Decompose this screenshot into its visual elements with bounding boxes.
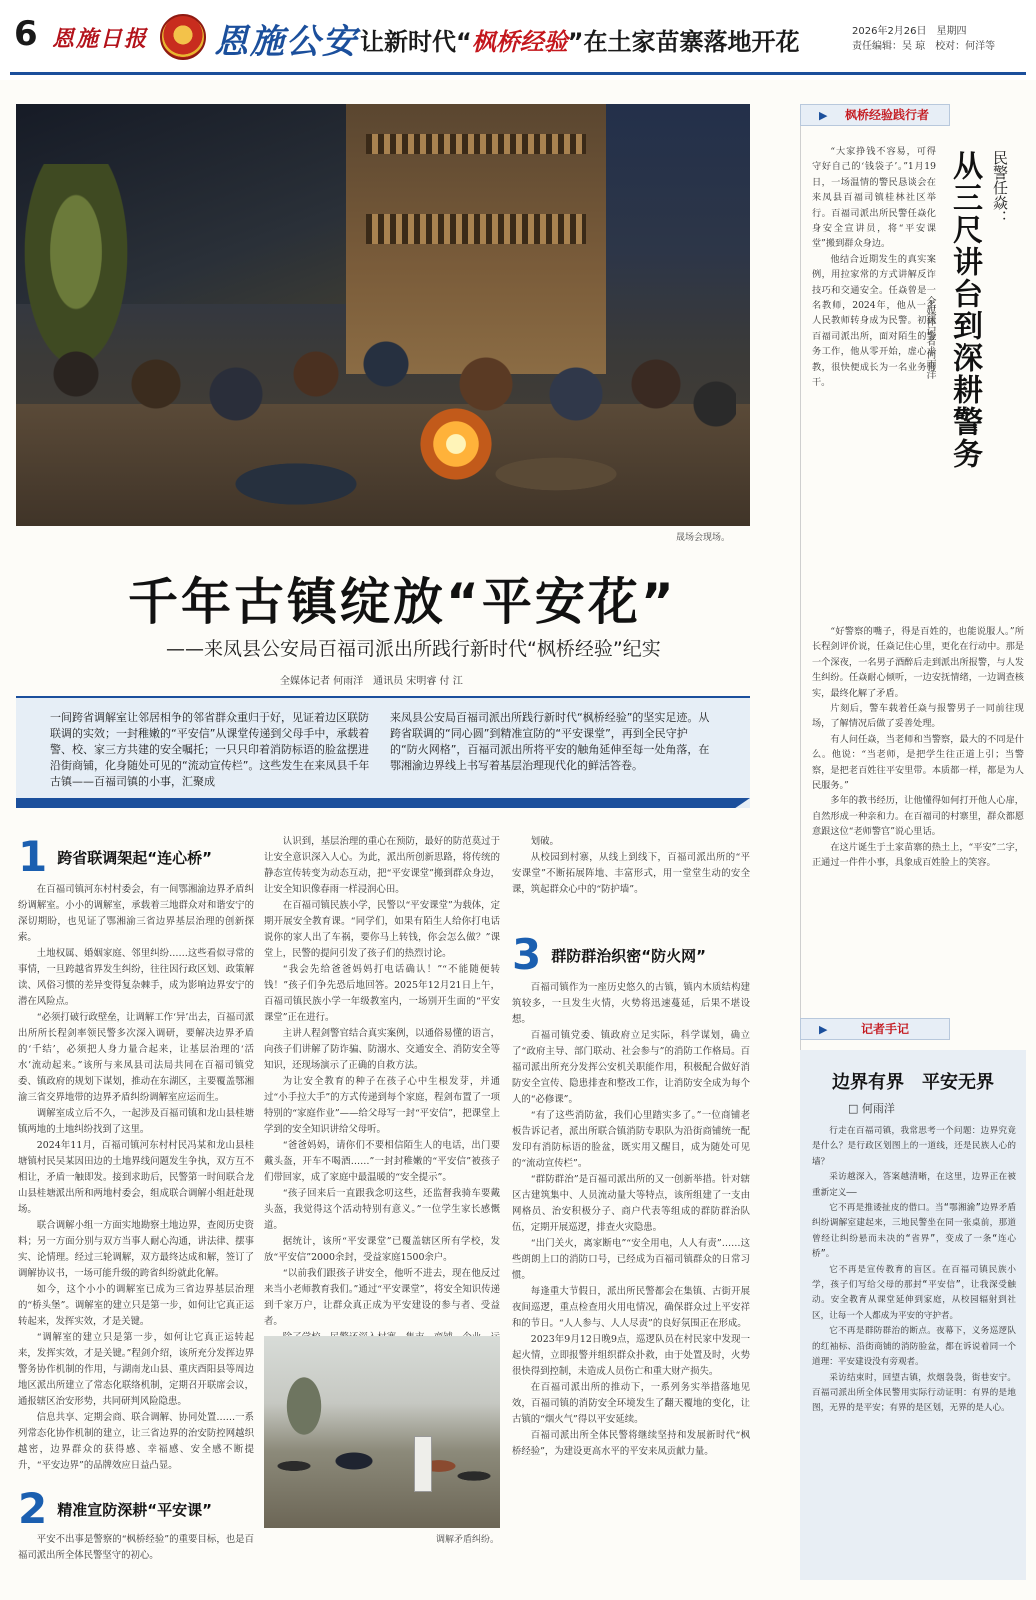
paragraph: “以前我们跟孩子讲安全，他听不进去，现在他反过来当小老师教育我们。”通过“平安课堂”，将安全知识传递到千家万户，让群众真正成为平安建设的参与者、受益者。 <box>264 1268 500 1327</box>
photo-bonfire <box>406 404 506 484</box>
paragraph: 它不再是推诿扯皮的借口。当“鄂湘渝”边界矛盾纠纷调解室建起来，三地民警坐在同一张桌前，那道曾经让纠纷悬而未决的“省界”，变成了一条“连心桥”。 <box>812 1203 1016 1260</box>
paragraph: 百福司派出所全体民警将继续坚持和发展新时代“枫桥经验”，为建设更高水平的平安来凤贡献力量。 <box>512 1430 750 1457</box>
paragraph: 认识到，基层治理的重心在预防，最好的防范莫过于让安全意识深入人心。为此，派出所创新思路，将传统的静态宣传转变为动态互动，把“平安课堂”搬到群众身边，让安全知识像春雨一样浸润心田。 <box>264 836 500 895</box>
small-photo-boundary-stone <box>414 1436 432 1492</box>
main-photo-bonfire-meeting <box>16 104 750 526</box>
paragraph: “群防群治”是百福司派出所的又一创新举措。针对辖区古建筑集中、人员流动量大等特点，该所组建了一支由网格员、治安积极分子、商户代表等组成的群防群治队伍，定期开展巡逻，排查火灾隐患。 <box>512 1174 750 1233</box>
photo-villagers-circle <box>36 334 736 514</box>
paragraph: 多年的教书经历，让他懂得如何打开他人心扉，自然形成一种亲和力。在百福司的村寨里，群众都愿意跟这位“老师警官”说心里话。 <box>812 795 1024 838</box>
banner-suffix: ”在土家苗寨落地开花 <box>567 28 800 56</box>
paragraph: 采访结束时，回望古镇，炊烟袅袅，街巷安宁。百福司派出所全体民警用实际行动证明：有界的是地图，无界的是平安；有界的是区划，无界的是人心。 <box>812 1372 1016 1414</box>
column-1 <box>18 882 254 1474</box>
paper-name: 恩施日报 <box>52 26 149 52</box>
article-subheadline: ——来凤县公安局百福司派出所践行新时代“枫桥经验”纪实 <box>166 638 661 660</box>
paragraph: 在这片诞生于土家苗寨的热土上，“平安”二字，正通过一件件小事，具象成百姓脸上的笑容。 <box>812 841 1024 869</box>
sidebar-body-wide <box>812 624 1024 1002</box>
article-headline: 千年古镇绽放“平安花” <box>128 573 677 631</box>
paragraph: “我会先给爸爸妈妈打电话确认！”“不能随便转钱！”孩子们争先恐后地回答。2025年12月21日上午，百福司镇民族小学一年级教室内，一场别开生面的“平安课堂”正在进行。 <box>264 964 500 1023</box>
paragraph: 土地权属、婚姻家庭、邻里纠纷……这些看似寻常的事情，一旦跨越省界发生纠纷，往往因行政区划、政策解读、风俗习惯的差异变得复杂棘手，成为影响边界安宁的潜在风险点。 <box>18 948 254 1007</box>
paragraph: 主讲人程剑警官结合真实案例，以通俗易懂的语言，向孩子们讲解了防诈骗、防溺水、交通安全、消防安全等知识，还现场演示了正确的自救方法。 <box>264 1028 500 1071</box>
paragraph: “好警察的嘴子，得是百姓的，也能说服人。”所长程剑评价说，任焱记住心里，更化在行动中。那是一个深夜，一名男子酒醉后走到派出所报警，与人发生纠纷。任焱耐心倾听，一边安抚情绪，一边调查核实，最终化解了矛盾。 <box>812 626 1024 699</box>
paragraph: 它不再是群防群治的断点。夜幕下，义务巡逻队的红袖标、沿街商铺的消防脸盆，都在诉说着同一个道理：平安建设没有旁观者。 <box>812 1326 1016 1368</box>
section-3-number: 3 <box>512 930 542 979</box>
reporter-note-body <box>812 1124 1016 1572</box>
sidebar-tag: ▶ 枫桥经验践行者 <box>800 104 950 126</box>
section-1-title: 跨省联调架起“连心桥” <box>57 848 212 867</box>
proofreader-credit: 校对：何洋等 <box>935 41 996 52</box>
paragraph: 联合调解小组一方面实地勘察土地边界，查阅历史资料；另一方面分别与双方当事人耐心沟通，讲法律、摆事实、论情理。经过三轮调解，双方最终达成和解，签订了调解协议书，一场可能升级的跨省纠纷就此化解。 <box>18 1220 254 1279</box>
paragraph: 如今，这个小小的调解室已成为三省边界基层治理的“桥头堡”。调解室的建立只是第一步，如何让它真正运转起来，发挥实效，才是关键。 <box>18 1284 254 1327</box>
paragraph: 百福司镇作为一座历史悠久的古镇，镇内木质结构建筑较多，一旦发生火情，火势将迅速蔓延，后果不堪设想。 <box>512 982 750 1025</box>
paragraph: 有人问任焱，当老师和当警察，最大的不同是什么。他说：“当老师，是把学生往正道上引；当警察，是把老百姓往平安里带。本质都一样，都是为人民服务。” <box>812 733 1024 792</box>
paragraph: 2023年9月12日晚9点，巡逻队员在村民家中发现一起火情，立即报警并组织群众扑救，由于处置及时，火势很快得到控制，未造成人员伤亡和重大财产损失。 <box>512 1334 750 1377</box>
paragraph: 在百福司镇民族小学，民警以“平安课堂”为载体，定期开展安全教育课。“同学们，如果有陌生人给你打电话说你的家人出了车祸，要你马上转钱，你会怎么做？”课堂上，民警的提问引发了孩子们的热烈讨论。 <box>264 900 500 959</box>
paragraph: 信息共享、定期会商、联合调解、协同处置……一系列常态化协作机制的建立，让三省边界的治安防控网越织越密，边界群众的获得感、幸福感、安全感不断提升，“平安边界”的品牌效应日益凸显。 <box>18 1412 254 1471</box>
paragraph: “必须打破行政壁垒，让调解工作‘异’出去，百福司派出所所长程剑率领民警多次深入调研，要解决边界矛盾的‘千结’，必须把人身力量合起来，让基层治理的‘活水’流动起来。”该所与来凤县司法局共同在百福司镇党委、镇政府的规划下谋划，推动在东湖区，主要覆盖鄂湘渝三省交界地带的边界矛盾纠纷调解室应运而生。 <box>18 1012 254 1103</box>
column-2 <box>264 834 500 1328</box>
paragraph: “有了这些消防盆，我们心里踏实多了。”一位商铺老板告诉记者，派出所联合镇消防专职队为沿街商铺统一配发印有消防标语的脸盆，既实用又醒目，成为随处可见的“流动宣传栏”。 <box>512 1110 750 1169</box>
paragraph: 他结合近期发生的真实案例，用拉家常的方式讲解反诈技巧和交通安全。任焱曾是一名教师，2024年，他从一名人民教师转身成为民警。初到百福司派出所，面对陌生的警务工作，他从零开始，虚心求教，很快便成长为一名业务骨干。 <box>812 253 936 389</box>
paragraph: 片刻后，警车载着任焱与报警男子一同前往现场，了解情况后做了妥善处理。 <box>812 703 1024 730</box>
banner-slogan <box>360 22 800 57</box>
masthead-rule <box>10 72 1026 75</box>
sidebar-title: 从三尺讲台到深耕警务 <box>947 150 982 470</box>
reporter-note-tag: ▶ 记者手记 <box>800 1018 950 1040</box>
paragraph: 2024年11月，百福司镇河东村村民冯某和龙山县桂塘镇村民吴某因田边的土地界线问题发生争执，双方互不相让，矛盾一触即发。接到求助后，民警第一时间联合龙山县桂塘派出所和两地村委会，组成联合调解小组赶赴现场。 <box>18 1140 254 1215</box>
reporter-note-title: 边界有界 平安无界 <box>832 1072 994 1093</box>
lead-stripe <box>16 798 750 808</box>
paragraph: 在百福司镇河东村村委会，有一间鄂湘渝边界矛盾纠纷调解室。小小的调解室，承载着三地群众对和谐安宁的深切期盼，也见证了鄂湘渝三省边界基层治理的创新探索。 <box>18 884 254 943</box>
sidebar-kicker: 民警任焱： <box>991 150 1009 225</box>
section-title: 恩施公安 <box>214 22 358 62</box>
paragraph: 采访越深入，答案越清晰，在这里，边界正在被重新定义—— <box>812 1172 1016 1198</box>
lead-paragraph-2: 来凤县公安局百福司派出所践行新时代“枫桥经验”的坚实足迹。从跨省联调的“同心圆”到精准宣防的“平安课堂”，再到全民守护的“防火网格”，百福司派出所将平安的触角延伸至每一处角落，在鄂湘渝边界线上书写着基层治理现代化的鲜活答卷。 <box>390 711 710 772</box>
section-3-heading <box>512 930 706 979</box>
section-2-number: 2 <box>18 1484 48 1533</box>
section-2-title: 精准宣防深耕“平安课” <box>57 1500 212 1519</box>
paragraph: 每逢重大节假日，派出所民警都会在集镇、古街开展夜间巡逻，重点检查用火用电情况，确保群众过上平安祥和的节日。“人人参与、人人尽责”的良好氛围正在形成。 <box>512 1286 750 1329</box>
column-1-section-2 <box>18 1532 254 1580</box>
paragraph: 调解室成立后不久，一起涉及百福司镇和龙山县桂塘镇两地的土地纠纷找到了这里。 <box>18 1108 254 1135</box>
issue-date: 2026年2月26日 <box>852 26 927 37</box>
page-number: 6 <box>14 14 38 54</box>
section-3-title: 群防群治织密“防火网” <box>551 946 706 965</box>
section-1-heading <box>18 832 212 881</box>
banner-prefix: 让新时代“ <box>360 28 472 56</box>
paragraph: 在百福司派出所的推动下，一系列务实举措落地见效，百福司镇的消防安全环境发生了翻天覆地的变化，让古镇的“烟火气”得以平安延续。 <box>512 1382 750 1425</box>
reporter-note-author: □ 何雨洋 <box>848 1102 895 1115</box>
paragraph: “出门关火，离家断电”“安全用电，人人有责”……这些朗朗上口的消防口号，已经成为百福司镇群众的日常习惯。 <box>512 1238 750 1281</box>
issue-weekday: 星期四 <box>936 26 967 37</box>
police-emblem-icon <box>160 14 206 60</box>
paragraph: “孩子回来后一直跟我念叨这些，还监督我骑车要戴头盔，我觉得这个活动特别有意义。”一位学生家长感慨道。 <box>264 1188 500 1231</box>
paragraph: 为让安全教育的种子在孩子心中生根发芽，并通过“小手拉大手”的方式传递到每个家庭，程剑布置了一项特别的“家庭作业”——给父母写一封“平安信”，把课堂上学到的安全知识讲给父母听。 <box>264 1076 500 1135</box>
paragraph: 据统计，该所“平安课堂”已覆盖辖区所有学校，发放“平安信”2000余封，受益家庭1500余户。 <box>264 1236 500 1263</box>
column-3 <box>512 834 750 928</box>
paragraph: 平安不出事是警察的“枫桥经验”的重要目标，也是百福司派出所全体民警坚守的初心。 <box>18 1534 254 1561</box>
banner-highlight: 枫桥经验 <box>471 28 568 56</box>
small-photo-people <box>264 1416 500 1528</box>
paragraph: “大家挣钱不容易，可得守好自己的‘钱袋子’。”1月19日，一场温情的警民恳谈会在来凤县百福司镇桂林社区举行。百福司派出所民警任焱化身安全宣讲员，将“平安课堂”搬到群众身边。 <box>812 146 936 250</box>
paragraph: 百福司镇党委、镇政府立足实际，科学谋划，确立了“政府主导、部门联动、社会参与”的消防工作格局。百福司派出所充分发挥公安机关职能作用，积极配合做好消防安全宣传、隐患排查和整改工作，让消防安全成为每个人的“必修课”。 <box>512 1030 750 1105</box>
lead-paragraph-1: 一间跨省调解室让邻居相争的邻省群众重归于好，见证着边区联防联调的实效；一封稚嫩的“平安信”从课堂传递到父母手中，承载着警、校、家三方共建的安全嘱托；一只只印着消防标语的脸盆摆进沿街商铺，化身随处可见的“流动宣传栏”。这些发生在来凤县千年古镇——百福司镇的小事，汇聚成 <box>50 711 370 788</box>
section-1-number: 1 <box>18 832 48 881</box>
small-photo-mediation <box>264 1336 500 1528</box>
column-3-section-3 <box>512 980 750 1580</box>
paragraph: 它不再是宣传教育的盲区。在百福司镇民族小学，孩子们写给父母的那封“平安信”，让我深受触动。安全教育从课堂延伸到家庭，从校园辐射到社区，让每一个人都成为平安的守护者。 <box>812 1264 1016 1321</box>
paragraph: “爸爸妈妈，请你们不要相信陌生人的电话，出门要戴头盔，开车不喝酒……”一封封稚嫩的“平安信”被孩子们带回家，成了家庭中最温暖的“安全提示”。 <box>264 1140 500 1183</box>
sidebar-author: 全媒体记者 何雨洋 <box>924 296 935 380</box>
paragraph: 划破。 <box>530 836 559 847</box>
editor-credit: 责任编辑：吴 琼 <box>852 41 926 52</box>
masthead <box>0 0 1036 80</box>
sidebar-body-narrow <box>812 144 936 624</box>
main-photo-caption: 晟场会现场。 <box>676 533 731 543</box>
paragraph: 行走在百福司镇，我常思考一个问题：边界究竟是什么？是行政区划图上的一道线，还是民族人心的墙？ <box>812 1126 1016 1167</box>
small-photo-caption: 调解矛盾纠纷。 <box>436 1535 500 1545</box>
masthead-meta <box>852 24 1022 54</box>
article-byline: 全媒体记者 何雨洋 通讯员 宋明睿 付 江 <box>280 676 463 687</box>
paragraph: 从校园到村寨，从线上到线下，百福司派出所的“平安课堂”不断拓展阵地、丰富形式，用一堂堂生动的安全课，筑起群众心中的“防护墙”。 <box>512 852 750 895</box>
section-2-heading <box>18 1484 212 1533</box>
paragraph: “调解室的建立只是第一步，如何让它真正运转起来，发挥实效，才是关键。”程剑介绍，该所充分发挥边界警务协作机制的作用，与湖南龙山县、重庆酉阳县等周边地区派出所建立了常态化联络机制，定期召开联席会议，通报辖区治安形势，共同研判风险隐患。 <box>18 1332 254 1407</box>
